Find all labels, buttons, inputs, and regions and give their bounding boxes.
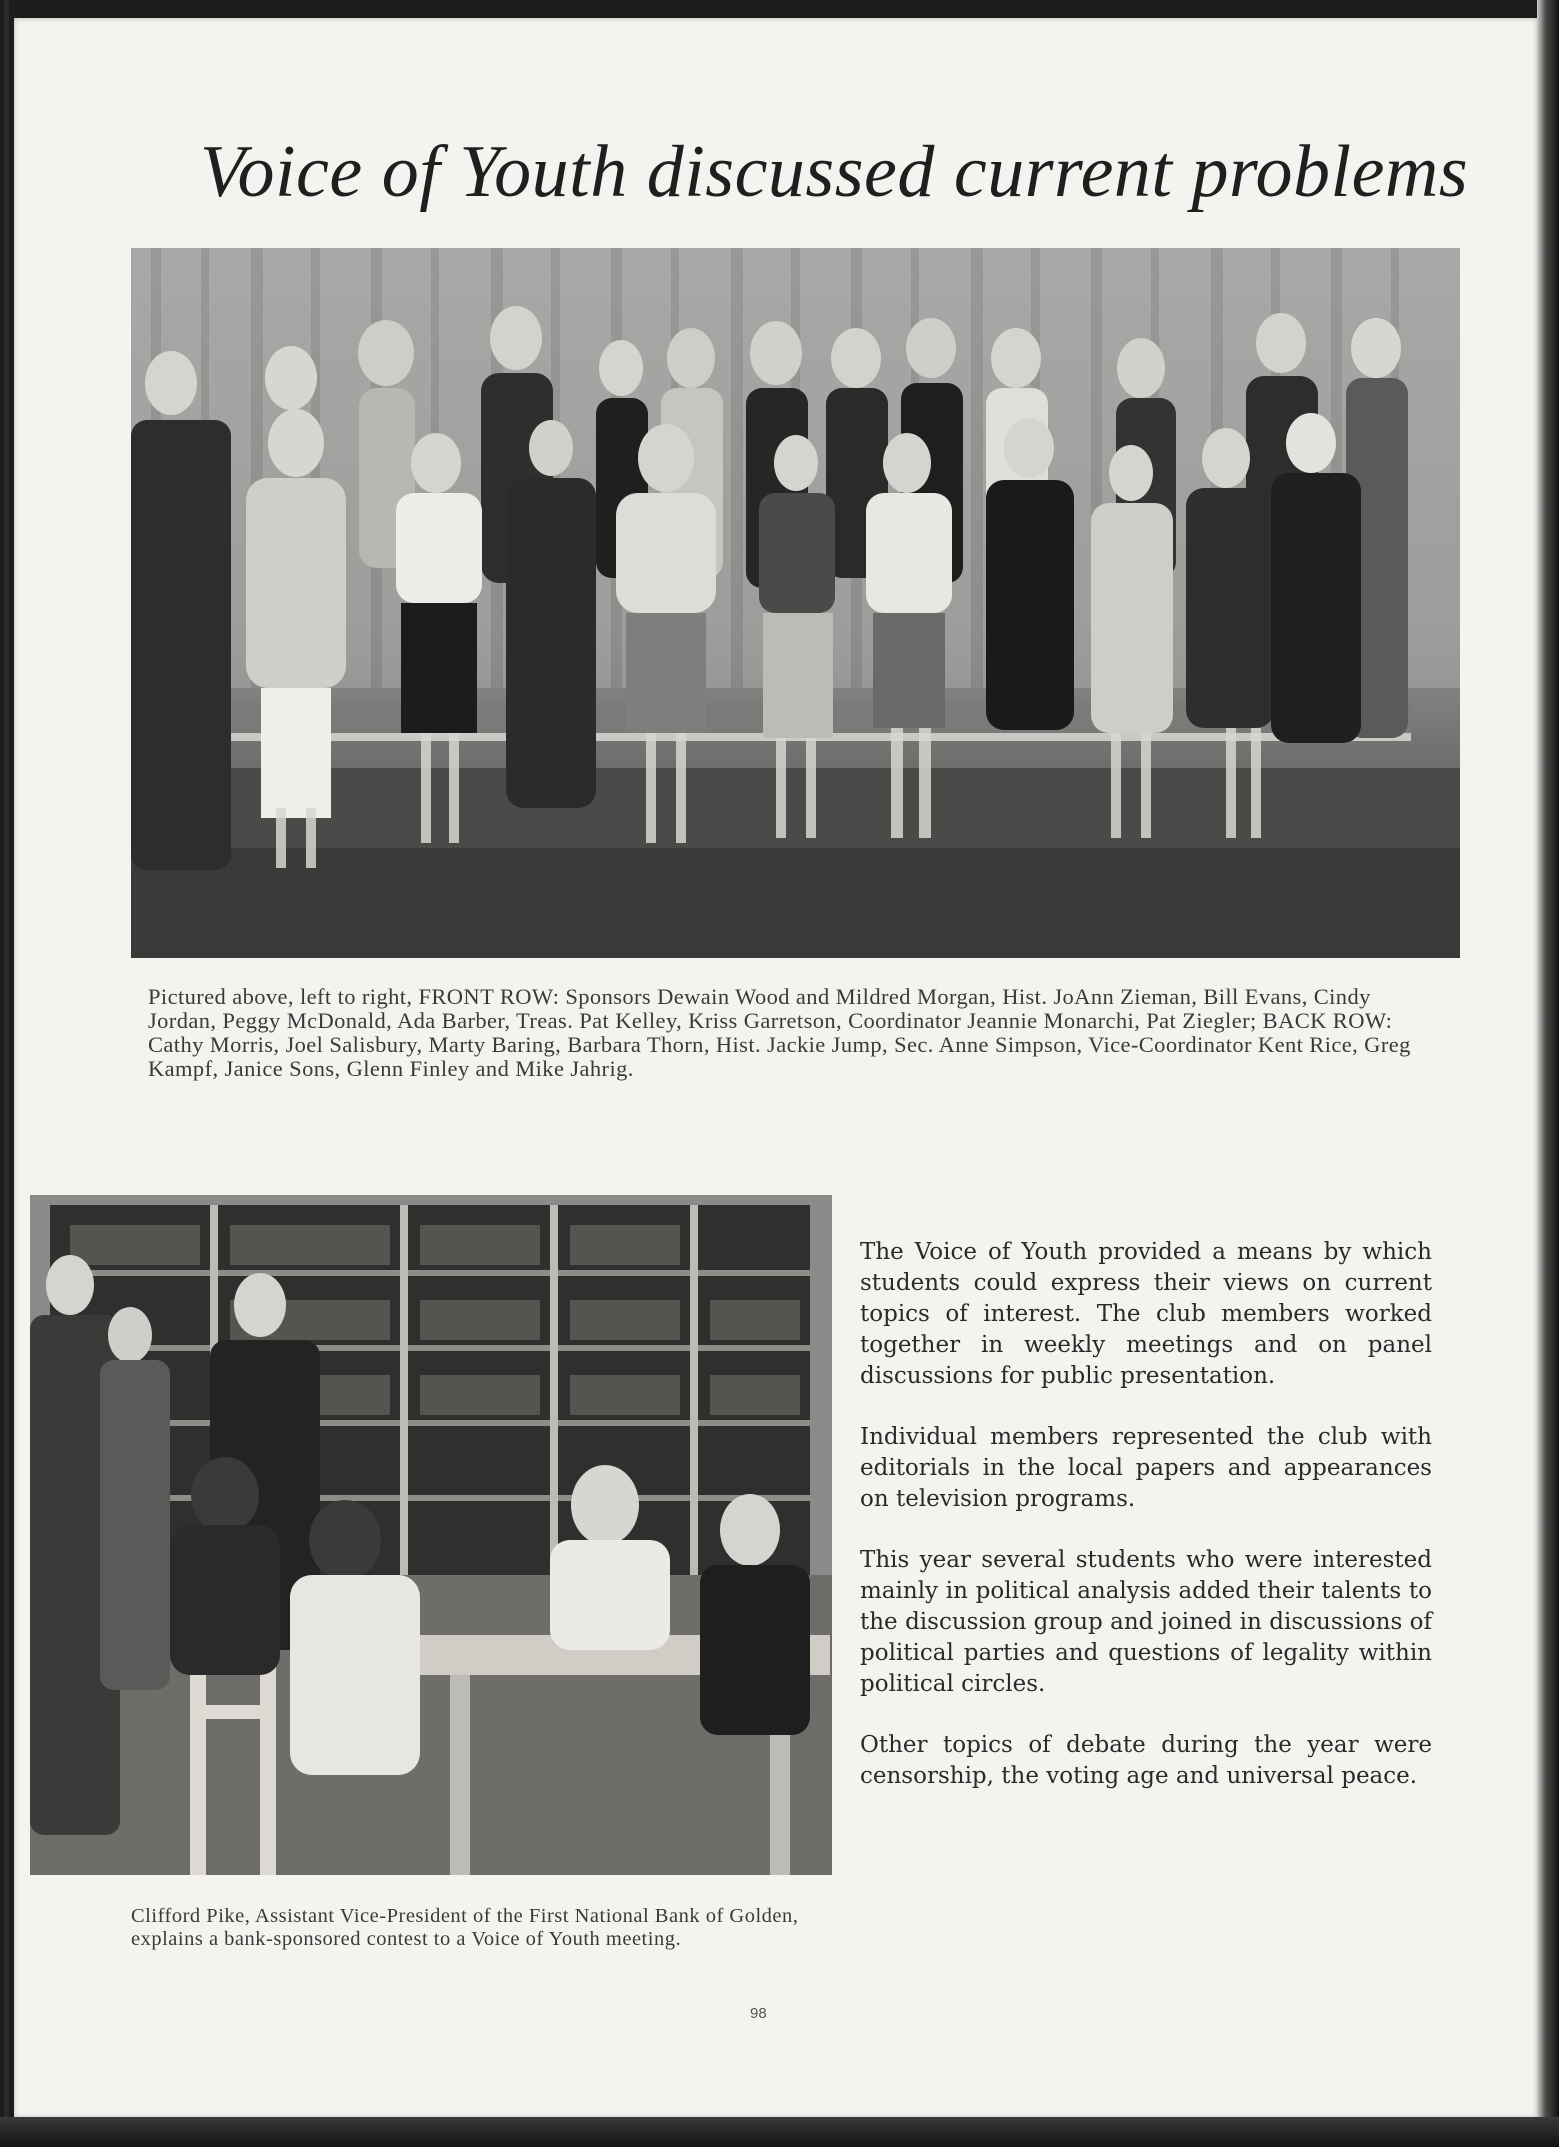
library-photo	[30, 1195, 832, 1875]
page-title: Voice of Youth discussed current problems	[200, 131, 1469, 213]
page-bottom-shadow	[0, 2117, 1559, 2147]
article-paragraph: Individual members represented the club with editorials in the local papers and appearances on television programs.	[860, 1424, 1432, 1512]
article-paragraph: The Voice of Youth provided a means by which students could express their views on current topics of interest. The club members worked together in weekly meetings and on panel discussions for public presentation.	[860, 1239, 1432, 1389]
group-photo-image	[131, 248, 1460, 958]
article-paragraph: Other topics of debate during the year were censorship, the voting age and universal peace.	[860, 1732, 1432, 1789]
library-photo-image	[30, 1195, 832, 1875]
page-number: 98	[750, 2005, 767, 2022]
page-edge-shadow	[1537, 0, 1559, 2147]
article-paragraph: This year several students who were interested mainly in political analysis added their talents to the discussion group and joined in discussions of political parties and questions of legality within political circles.	[860, 1547, 1432, 1697]
group-photo	[131, 248, 1460, 958]
binding-edge	[4, 0, 9, 2147]
article-body	[860, 1237, 1432, 1822]
group-photo-caption: Pictured above, left to right, FRONT ROW: Sponsors Dewain Wood and Mildred Morgan, Hist. JoAnn Zieman, Bill Evans, Cindy Jordan, Peggy McDonald, Ada Barber, Treas. Pat Kelley, Kriss Garretson, Coordinator Jeannie Monarchi, Pat Ziegler; BACK ROW: Cathy Morris, Joel Salisbury, Marty Baring, Barbara Thorn, Hist. Jackie Jump, Sec. Anne Simpson, Vice-Coordinator Kent Rice, Greg Kampf, Janice Sons, Glenn Finley and Mike Jahrig.	[148, 984, 1411, 1081]
library-photo-caption: Clifford Pike, Assistant Vice-President of the First National Bank of Golden, explains a bank-sponsored contest to a Voice of Youth meeting.	[131, 1905, 799, 1950]
